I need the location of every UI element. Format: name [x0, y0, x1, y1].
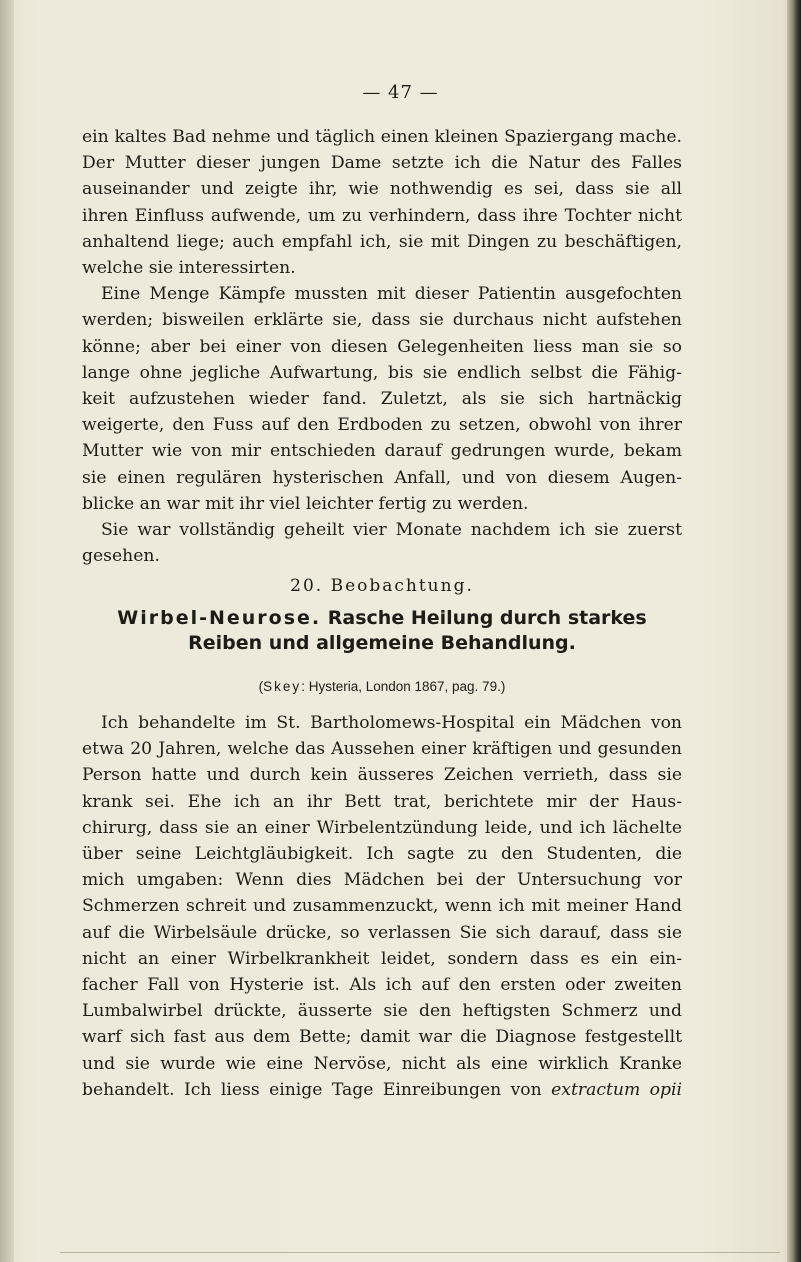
text-line: über seine Leichtgläubigkeit. Ich sagte zu den Studenten, die: [82, 844, 682, 865]
text-line: nicht an einer Wirbelkrankheit leidet, sondern dass es ein ein-: [82, 948, 682, 969]
text-line: Eine Menge Kämpfe mussten mit dieser Patientin ausgefochten: [101, 284, 682, 305]
observation-number: 20.: [290, 576, 324, 596]
text-line: Lumbalwirbel drückte, äusserte sie den heftigsten Schmerz und: [82, 1001, 682, 1022]
text-line: ein kaltes Bad nehme und täglich einen kleinen Spaziergang mache.: [82, 127, 682, 147]
heading-diagnosis: Wirbel-Neurose.: [117, 607, 322, 629]
final-line-italic: extractum opii: [551, 1079, 682, 1100]
text-line: und sie wurde wie eine Nervöse, nicht als eine wirklich Kranke: [82, 1053, 682, 1074]
text-line: welche sie interessirten.: [82, 258, 296, 279]
text-line: ihren Einfluss aufwende, um zu verhindern, dass ihre Tochter nicht: [82, 205, 682, 226]
text-line: könne; aber bei einer von diesen Gelegenheiten liess man sie so: [82, 336, 682, 357]
heading-line-2: Reiben und allgemeine Behandlung.: [188, 632, 576, 654]
text-line: facher Fall von Hysterie ist. Als ich auf den ersten oder zweiten: [82, 975, 682, 996]
text-line: warf sich fast aus dem Bette; damit war die Diagnose festgestellt: [82, 1027, 682, 1048]
text-block-top: [82, 124, 682, 569]
observation-title: [82, 576, 682, 596]
text-line: Mutter wie von mir entschieden darauf gedrungen wurde, bekam: [82, 441, 682, 462]
page-bottom-rule: [60, 1252, 780, 1253]
page-left-edge: [0, 0, 14, 1262]
text-line: Person hatte und durch kein äusseres Zeichen verrieth, dass sie: [82, 765, 682, 786]
citation-source: : Hysteria, London 1867, pag. 79.): [301, 679, 506, 694]
text-line: gesehen.: [82, 546, 160, 567]
final-line-text: behandelt. Ich liess einige Tage Einreibungen von: [82, 1079, 542, 1100]
text-line: lange ohne jegliche Aufwartung, bis sie endlich selbst die Fähig-: [82, 362, 682, 383]
text-line: Schmerzen schreit und zusammenzuckt, wenn ich mit meiner Hand: [82, 896, 682, 917]
case-heading: [82, 606, 682, 656]
page-right-edge: [787, 0, 801, 1262]
text-line: anhaltend liege; auch empfahl ich, sie mit Dingen zu beschäftigen,: [82, 231, 682, 252]
citation-author: Skey: [263, 679, 302, 694]
text-line: werden; bisweilen erklärte sie, dass sie durchaus nicht aufstehen: [82, 310, 682, 331]
citation-open: (: [258, 679, 264, 694]
text-line: mich umgaben: Wenn dies Mädchen bei der Untersuchung vor: [82, 870, 682, 891]
text-line: sie einen regulären hysterischen Anfall, und von diesem Augen-: [82, 467, 682, 488]
text-line: etwa 20 Jahren, welche das Aussehen einer kräftigen und gesunden: [82, 739, 682, 760]
source-citation: [82, 679, 682, 694]
text-block-bottom: [82, 710, 682, 1103]
text-line: blicke an war mit ihr viel leichter fertig zu werden.: [82, 493, 529, 514]
text-line: chirurg, dass sie an einer Wirbelentzündung leide, und ich lächelte: [82, 817, 682, 838]
text-line: weigerte, den Fuss auf den Erdboden zu setzen, obwohl von ihrer: [82, 415, 682, 436]
observation-label: Beobachtung.: [330, 576, 474, 596]
text-line: Ich behandelte im St. Bartholomews-Hospital ein Mädchen von: [101, 713, 682, 733]
text-line: Der Mutter dieser jungen Dame setzte ich die Natur des Falles: [82, 153, 682, 174]
text-line: auf die Wirbelsäule drücke, so verlassen Sie sich darauf, dass sie: [82, 922, 682, 943]
text-line: krank sei. Ehe ich an ihr Bett trat, berichtete mir der Haus-: [82, 791, 682, 812]
text-line-final: [82, 1077, 682, 1103]
text-line: keit aufzustehen wieder fand. Zuletzt, als sie sich hartnäckig: [82, 389, 682, 410]
text-line: auseinander und zeigte ihr, wie nothwendig es sei, dass sie all: [82, 179, 682, 200]
heading-treatment: Rasche Heilung durch starkes: [327, 607, 647, 629]
page-number: — 47 —: [362, 82, 439, 103]
text-line: Sie war vollständig geheilt vier Monate nachdem ich sie zuerst: [101, 520, 682, 541]
